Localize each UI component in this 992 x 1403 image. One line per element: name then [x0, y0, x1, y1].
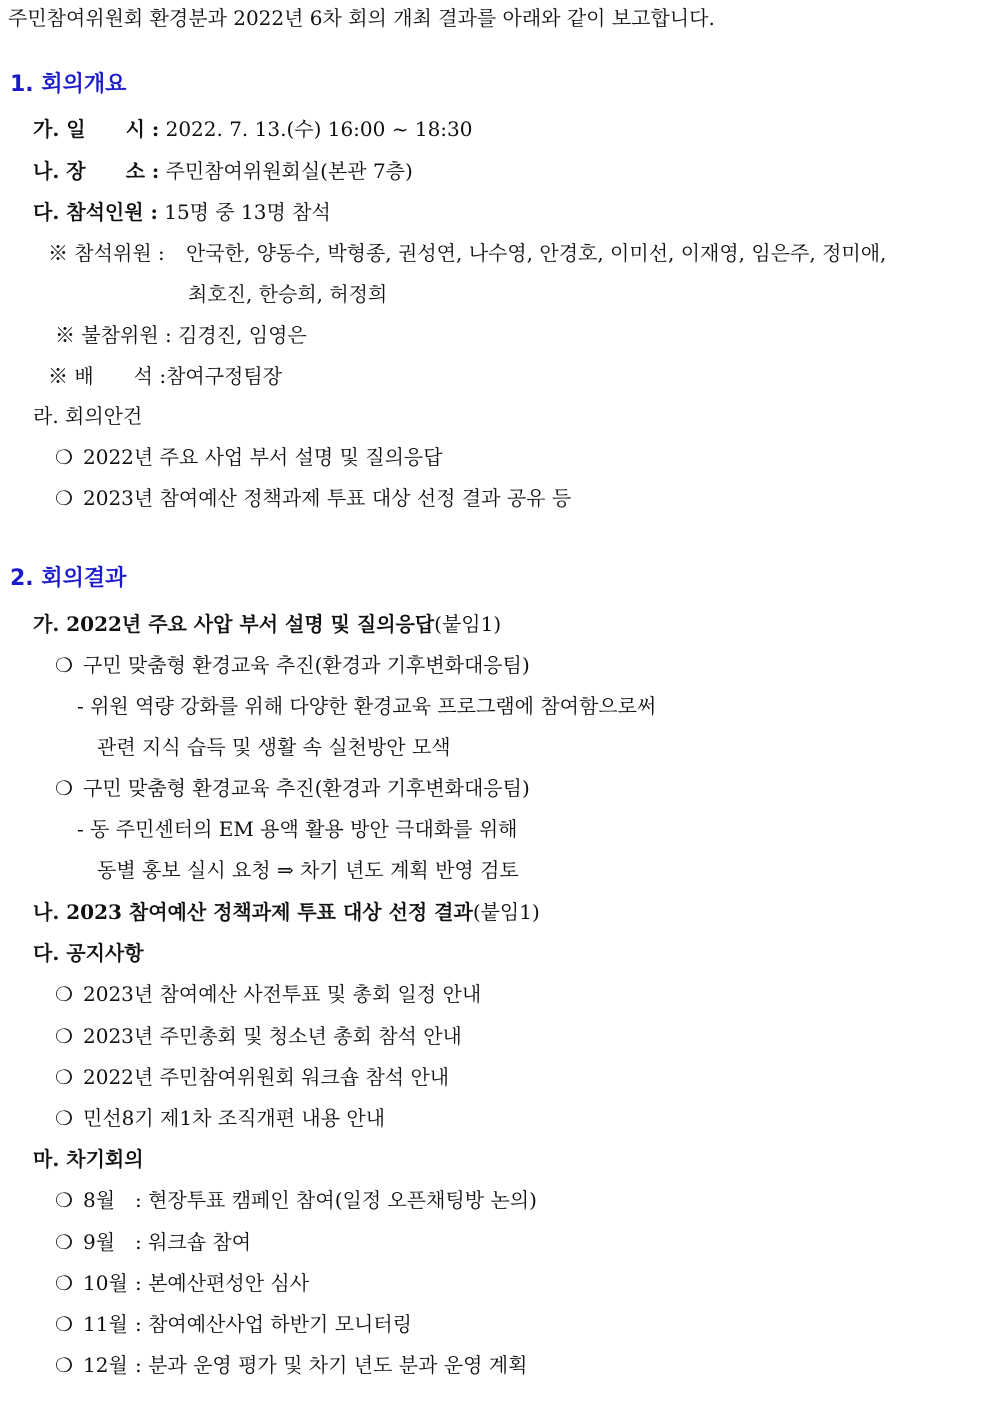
attendance — [33, 199, 331, 225]
notice-text: 민선8기 제1차 조직개편 내용 안내 — [83, 1106, 386, 1130]
schedule-item — [55, 1352, 527, 1378]
result-b-title-text: 나. 2023 참여예산 정책과제 투표 대상 선정 결과 — [33, 900, 473, 924]
circle-bullet-icon: ❍ — [55, 776, 73, 800]
attendance-label: 다. 참석인원 : — [33, 200, 158, 224]
attendance-value: 15명 중 13명 참석 — [157, 200, 331, 224]
date-value: 2022. 7. 13.(수) 16:00 ~ 18:30 — [159, 117, 473, 141]
schedule-month: 8월 — [83, 1188, 136, 1212]
agenda-item-text: 2023년 참여예산 정책과제 투표 대상 선정 결과 공유 등 — [83, 486, 572, 510]
observer — [48, 363, 282, 389]
notice-text: 2022년 주민참여위원회 워크숍 참석 안내 — [83, 1065, 450, 1089]
schedule-item — [55, 1187, 537, 1213]
notice-item — [55, 1023, 462, 1049]
date-label: 가. 일 시 : — [33, 117, 160, 141]
section-2-heading: 2. 회의결과 — [10, 566, 127, 591]
result-a-title-text: 가. 2022년 주요 사압 부서 설명 및 질의응답 — [33, 612, 435, 636]
meeting-place — [33, 158, 413, 184]
result-a-title — [33, 611, 501, 637]
attendees-line2: 최호진, 한승희, 허정희 — [188, 282, 388, 306]
result-detail: 관련 지식 습득 및 생활 속 실천방안 모색 — [97, 735, 451, 759]
result-item — [55, 652, 530, 678]
result-detail: - 동 주민센터의 EM 용액 활용 방안 극대화를 위해 — [77, 817, 518, 841]
meeting-date — [33, 116, 472, 142]
circle-bullet-icon: ❍ — [55, 1065, 73, 1089]
circle-bullet-icon: ❍ — [55, 445, 73, 469]
schedule-text: : 분과 운영 평가 및 차기 년도 분과 운영 계획 — [135, 1353, 528, 1377]
schedule-item — [55, 1311, 412, 1337]
circle-bullet-icon: ❍ — [55, 1230, 73, 1254]
circle-bullet-icon: ❍ — [55, 1106, 73, 1130]
result-b-title — [33, 899, 540, 925]
notice-item — [55, 981, 481, 1007]
circle-bullet-icon: ❍ — [55, 1024, 73, 1048]
result-b-note: (붙임1) — [472, 900, 540, 924]
schedule-month: 12월 — [83, 1353, 128, 1377]
schedule-item — [55, 1229, 251, 1255]
schedule-text: : 참여예산사업 하반기 모니터링 — [135, 1312, 412, 1336]
circle-bullet-icon: ❍ — [55, 1353, 73, 1377]
notices-title: 다. 공지사항 — [33, 941, 144, 965]
schedule-month: 9월 — [83, 1230, 136, 1254]
agenda-item — [55, 444, 443, 470]
schedule-item — [55, 1270, 309, 1296]
place-value: 주민참여위원회실(본관 7층) — [159, 159, 413, 183]
circle-bullet-icon: ❍ — [55, 486, 73, 510]
result-detail: 동별 홍보 실시 요청 ⇒ 차기 년도 계획 반영 검토 — [97, 858, 519, 882]
agenda-item-text: 2022년 주요 사업 부서 설명 및 질의응답 — [83, 445, 443, 469]
result-item — [55, 775, 530, 801]
agenda-label: 라. 회의안건 — [33, 404, 143, 428]
schedule-month: 11월 — [83, 1312, 128, 1336]
section-1-heading: 1. 회의개요 — [10, 72, 127, 97]
intro-text: 주민참여위원회 환경분과 2022년 6차 회의 개최 결과를 아래와 같이 보고합니다. — [8, 6, 715, 30]
schedule-text: : 본예산편성안 심사 — [135, 1271, 310, 1295]
observer-label: ※ 배 석 : — [48, 364, 167, 388]
absentees-label: ※ 불참위원 : — [55, 323, 172, 347]
agenda-item — [55, 485, 571, 511]
circle-bullet-icon: ❍ — [55, 653, 73, 677]
attendees — [48, 240, 886, 266]
schedule-text: : 현장투표 캠페인 참여(일정 오픈채팅방 논의) — [135, 1188, 537, 1212]
attendees-label: ※ 참석위원 : — [48, 241, 165, 265]
notice-text: 2023년 주민총회 및 청소년 총회 참석 안내 — [83, 1024, 462, 1048]
circle-bullet-icon: ❍ — [55, 982, 73, 1006]
absentees — [55, 322, 307, 348]
circle-bullet-icon: ❍ — [55, 1271, 73, 1295]
next-meeting-title: 마. 차기회의 — [33, 1147, 144, 1171]
notice-item — [55, 1105, 385, 1131]
observer-value: 참여구정팀장 — [166, 364, 283, 388]
attendees-line1: 안국한, 양동수, 박형종, 권성연, 나수영, 안경호, 이미선, 이재영, 임은주, 정미애, — [186, 241, 887, 265]
result-detail: - 위원 역량 강화를 위해 다양한 환경교육 프로그램에 참여함으로써 — [77, 694, 657, 718]
notice-text: 2023년 참여예산 사전투표 및 총회 일정 안내 — [83, 982, 482, 1006]
result-item-text: 구민 맞춤형 환경교육 추진(환경과 기후변화대응팀) — [83, 776, 530, 800]
absentees-value: 김경진, 임영은 — [178, 323, 307, 347]
circle-bullet-icon: ❍ — [55, 1188, 73, 1212]
schedule-month: 10월 — [83, 1271, 128, 1295]
circle-bullet-icon: ❍ — [55, 1312, 73, 1336]
schedule-text: : 워크숍 참여 — [135, 1230, 252, 1254]
place-label: 나. 장 소 : — [33, 159, 160, 183]
result-a-note: (붙임1) — [434, 612, 502, 636]
result-item-text: 구민 맞춤형 환경교육 추진(환경과 기후변화대응팀) — [83, 653, 530, 677]
notice-item — [55, 1064, 449, 1090]
